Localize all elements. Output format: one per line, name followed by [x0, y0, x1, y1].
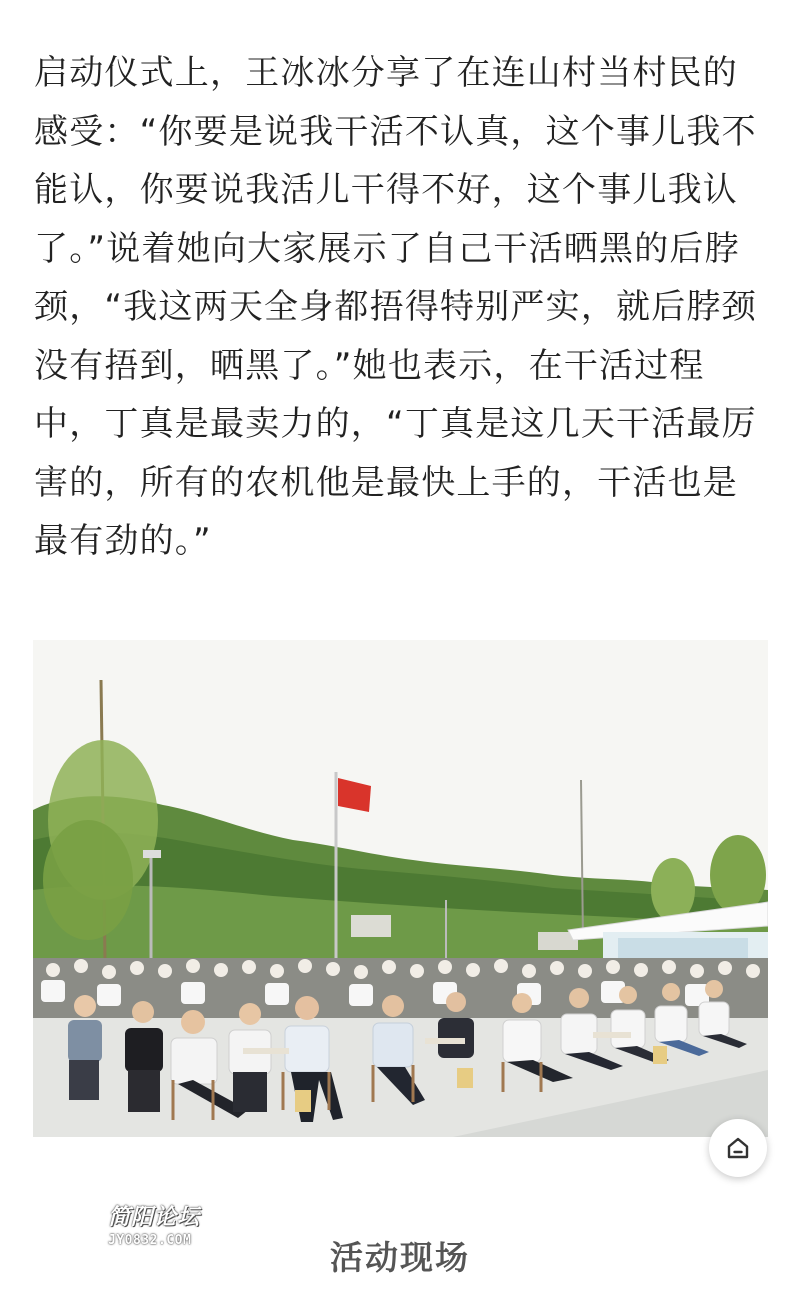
- home-button[interactable]: [709, 1119, 767, 1177]
- article-paragraph: 启动仪式上，王冰冰分享了在连山村当村民的感受：“你要是说我干活不认真，这个事儿我不能认，你要说我活儿干得不好，这个事儿我认了。”说着她向大家展示了自己干活晒黑的后脖颈，“我这两天全身都捂得特别严实，就后脖颈没有捂到，晒黑了。”她也表示，在干活过程中，丁真是最卖力的，“丁真是这几天干活最厉害的，所有的农机他是最快上手的，干活也是最有劲的。”: [34, 53, 757, 561]
- photo-caption: 活动现场: [330, 1238, 470, 1277]
- event-photo: [33, 640, 768, 1137]
- home-icon: [724, 1134, 752, 1162]
- watermark-name: 简阳论坛: [108, 1204, 201, 1230]
- watermark-url: JY0832.COM: [108, 1233, 192, 1248]
